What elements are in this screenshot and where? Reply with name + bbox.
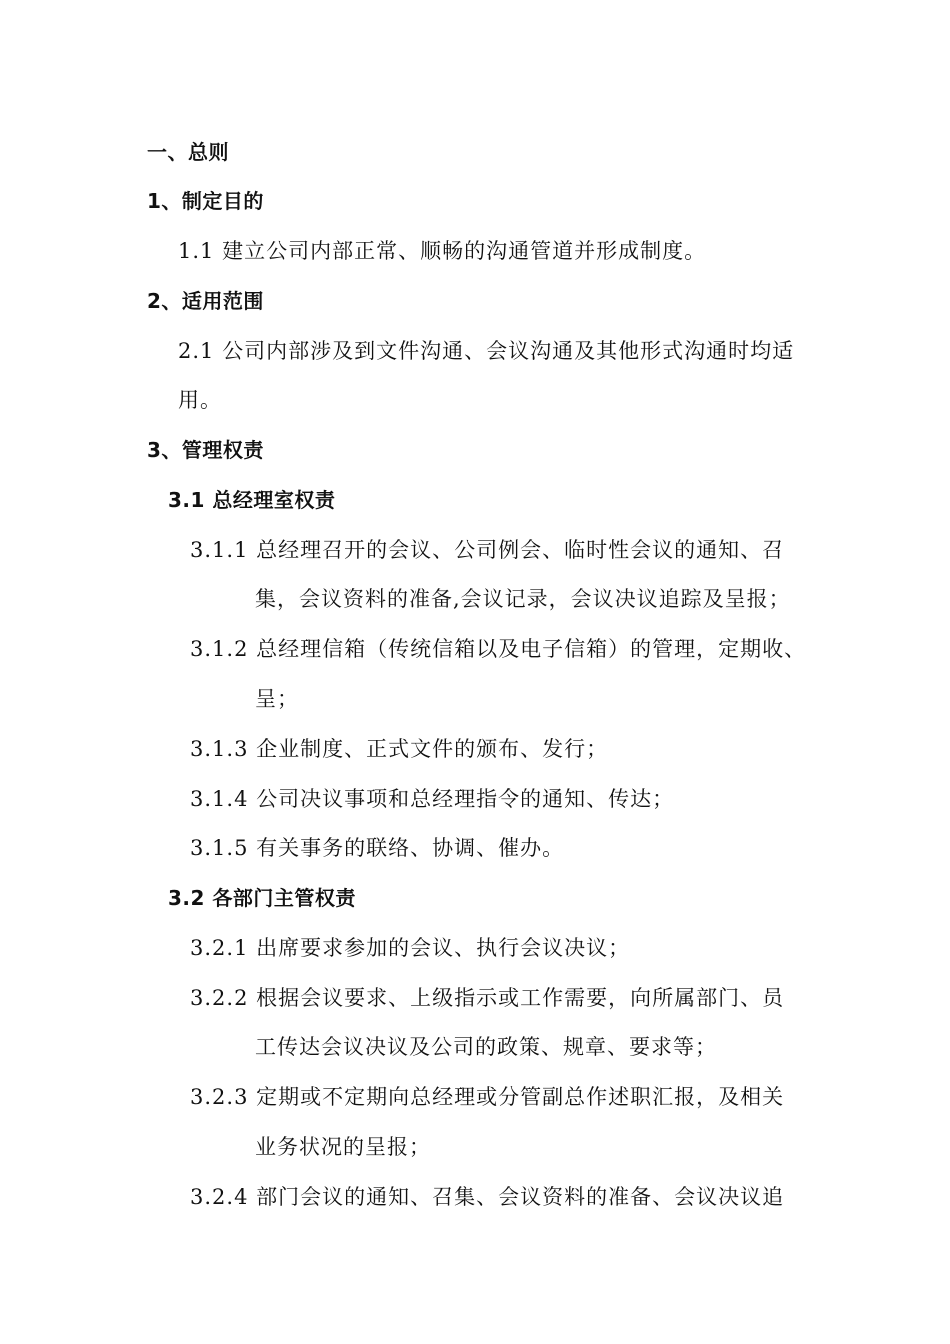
item-3-2-3-line1: 3.2.3 定期或不定期向总经理或分管副总作述职汇报，及相关 <box>190 1085 785 1109</box>
item-3-2-2-line2: 工传达会议决议及公司的政策、规章、要求等； <box>255 1035 717 1059</box>
heading-general: 一、总则 <box>147 140 229 164</box>
item-3-1-4: 3.1.4 公司决议事项和总经理指令的通知、传达； <box>190 787 675 811</box>
item-3-1-2-line2: 呈； <box>255 687 299 711</box>
item-3-2-2-line1: 3.2.2 根据会议要求、上级指示或工作需要，向所属部门、员 <box>190 986 785 1010</box>
item-3-1-3: 3.1.3 企业制度、正式文件的颁布、发行； <box>190 737 609 761</box>
subsection-3-1-title: 3.1 总经理室权责 <box>168 488 336 512</box>
item-1-1: 1.1 建立公司内部正常、顺畅的沟通管道并形成制度。 <box>178 239 707 263</box>
subsection-3-2-title: 3.2 各部门主管权责 <box>168 886 356 910</box>
item-3-2-4-line1: 3.2.4 部门会议的通知、召集、会议资料的准备、会议决议追 <box>190 1185 785 1209</box>
section-1-title: 1、制定目的 <box>147 189 264 213</box>
item-2-1-line1: 2.1 公司内部涉及到文件沟通、会议沟通及其他形式沟通时均适 <box>178 339 795 363</box>
item-3-2-3-line2: 业务状况的呈报； <box>255 1135 431 1159</box>
item-3-1-1-line2: 集，会议资料的准备,会议记录，会议决议追踪及呈报； <box>255 587 791 611</box>
item-3-1-2-line1: 3.1.2 总经理信箱（传统信箱以及电子信箱）的管理，定期收、 <box>190 637 807 661</box>
item-3-1-1-line1: 3.1.1 总经理召开的会议、公司例会、临时性会议的通知、召 <box>190 538 785 562</box>
item-3-1-5: 3.1.5 有关事务的联络、协调、催办。 <box>190 836 565 860</box>
section-3-title: 3、管理权责 <box>147 438 264 462</box>
section-2-title: 2、适用范围 <box>147 289 264 313</box>
item-2-1-line2: 用。 <box>178 388 222 412</box>
item-3-2-1: 3.2.1 出席要求参加的会议、执行会议决议； <box>190 936 631 960</box>
